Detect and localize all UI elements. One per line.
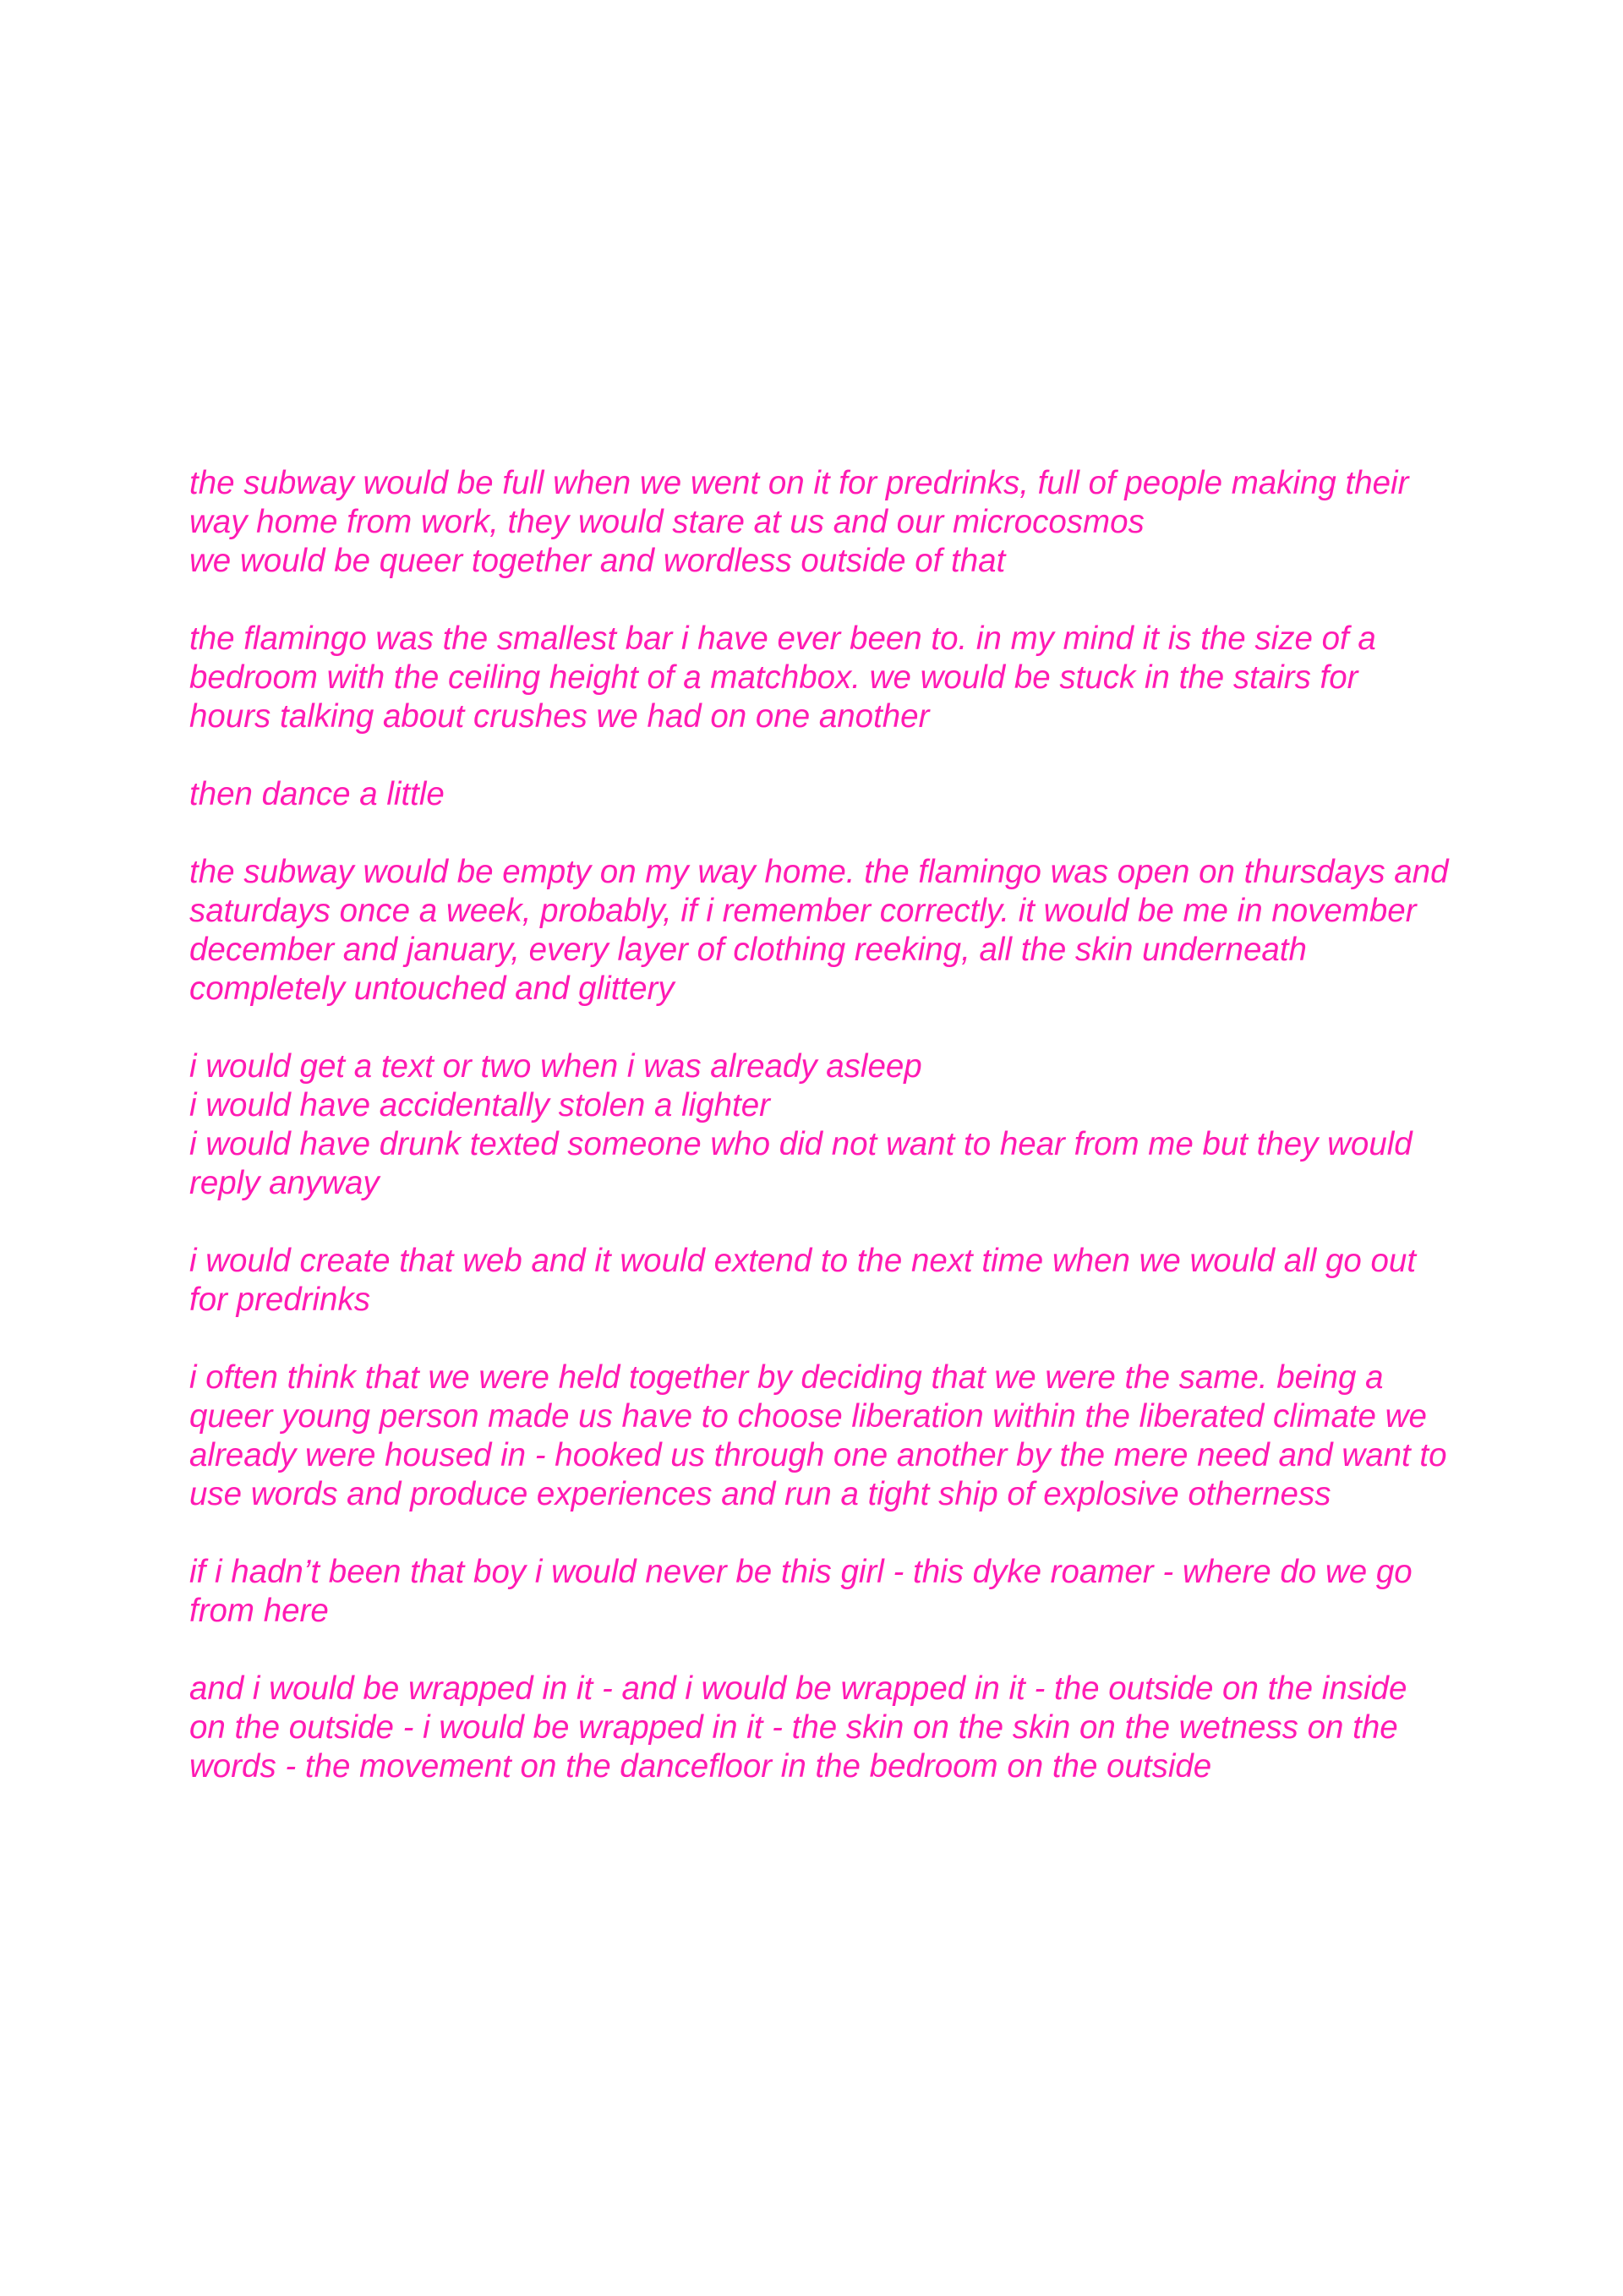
poem-line: i would create that web and it would extend to the next time when we would all go out <box>189 1243 1417 1279</box>
poem-line: december and january, every layer of clothing reeking, all the skin underneath <box>189 932 1307 968</box>
poem-line: reply anyway <box>189 1165 380 1201</box>
poem-line: the subway would be full when we went on it for predrinks, full of people making their <box>189 465 1409 501</box>
poem-line: i often think that we were held together by deciding that we were the same. being a <box>189 1359 1384 1396</box>
poem-line: we would be queer together and wordless outside of that <box>189 543 1006 579</box>
poem-paragraph-9 <box>189 1670 1474 1786</box>
poem-line: already were housed in - hooked us through one another by the mere need and want to <box>189 1437 1447 1473</box>
poem-line: on the outside - i would be wrapped in it - the skin on the skin on the wetness on the <box>189 1709 1398 1746</box>
poem-paragraph-3 <box>189 775 1474 814</box>
poem-line: hours talking about crushes we had on one another <box>189 698 930 735</box>
poem-line: the subway would be empty on my way home. the flamingo was open on thursdays and <box>189 854 1449 890</box>
poem-paragraph-6 <box>189 1242 1474 1320</box>
poem-line: way home from work, they would stare at us and our microcosmos <box>189 504 1145 540</box>
poem-body <box>189 464 1474 1825</box>
poem-line: completely untouched and glittery <box>189 970 675 1007</box>
poem-line: use words and produce experiences and run a tight ship of explosive otherness <box>189 1476 1331 1512</box>
poem-line: i would get a text or two when i was already asleep <box>189 1048 922 1085</box>
poem-paragraph-7 <box>189 1358 1474 1514</box>
poem-line: then dance a little <box>189 776 445 812</box>
poem-paragraph-8 <box>189 1553 1474 1631</box>
poem-line: if i hadn’t been that boy i would never be this girl - this dyke roamer - where do we go <box>189 1554 1413 1590</box>
poem-line: bedroom with the ceiling height of a matchbox. we would be stuck in the stairs for <box>189 659 1358 696</box>
poem-line: i would have accidentally stolen a lighter <box>189 1087 770 1123</box>
poem-line: saturdays once a week, probably, if i remember correctly. it would be me in november <box>189 893 1417 929</box>
poem-paragraph-4 <box>189 853 1474 1009</box>
poem-line: words - the movement on the dancefloor in the bedroom on the outside <box>189 1748 1212 1785</box>
poem-line: for predrinks <box>189 1282 370 1318</box>
poem-line: queer young person made us have to choose liberation within the liberated climate we <box>189 1398 1427 1435</box>
poem-paragraph-5 <box>189 1047 1474 1203</box>
poem-line: and i would be wrapped in it - and i would be wrapped in it - the outside on the inside <box>189 1670 1407 1707</box>
poem-paragraph-2 <box>189 620 1474 736</box>
poem-paragraph-1 <box>189 464 1474 581</box>
poem-line: from here <box>189 1593 329 1629</box>
poem-line: i would have drunk texted someone who did not want to hear from me but they would <box>189 1126 1413 1162</box>
poem-line: the flamingo was the smallest bar i have ever been to. in my mind it is the size of a <box>189 620 1376 657</box>
